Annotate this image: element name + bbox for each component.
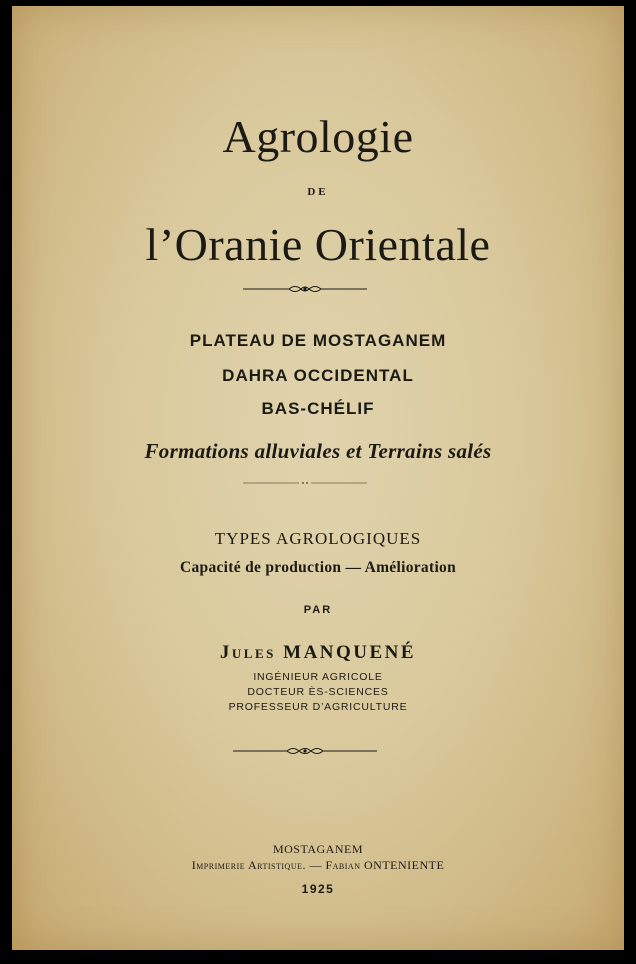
region-dahra: DAHRA OCCIDENTAL bbox=[222, 366, 414, 385]
title-line-2: l’Oranie Orientale bbox=[145, 219, 491, 270]
publisher-city: MOSTAGANEM bbox=[272, 842, 364, 856]
ornament-divider-bottom bbox=[233, 746, 377, 756]
section-subtitle: Capacité de production — Amélioration bbox=[179, 559, 457, 576]
title-connector: DE bbox=[307, 186, 329, 198]
publisher-printer: Imprimerie Artistique. — Fabian ONTENIENTE bbox=[191, 858, 445, 872]
author-name: Jules MANQUENÉ bbox=[219, 642, 417, 663]
credential-doctor: DOCTEUR ÈS-SCIENCES bbox=[247, 686, 389, 698]
section-title: TYPES AGROLOGIQUES bbox=[214, 529, 422, 548]
region-plateau: PLATEAU DE MOSTAGANEM bbox=[189, 331, 447, 350]
region-bas-chelif: BAS-CHÉLIF bbox=[261, 399, 375, 418]
credential-engineer: INGÉNIEUR AGRICOLE bbox=[253, 671, 383, 683]
title-line-1: Agrologie bbox=[222, 111, 414, 162]
credential-professor: PROFESSEUR D’AGRICULTURE bbox=[228, 701, 408, 713]
subtitle-formations: Formations alluviales et Terrains salés bbox=[144, 439, 492, 463]
book-cover bbox=[12, 6, 624, 950]
ornament-divider-top bbox=[243, 284, 367, 294]
ornament-divider-middle bbox=[243, 480, 367, 486]
publication-year: 1925 bbox=[301, 882, 335, 896]
by-label: PAR bbox=[303, 604, 333, 616]
